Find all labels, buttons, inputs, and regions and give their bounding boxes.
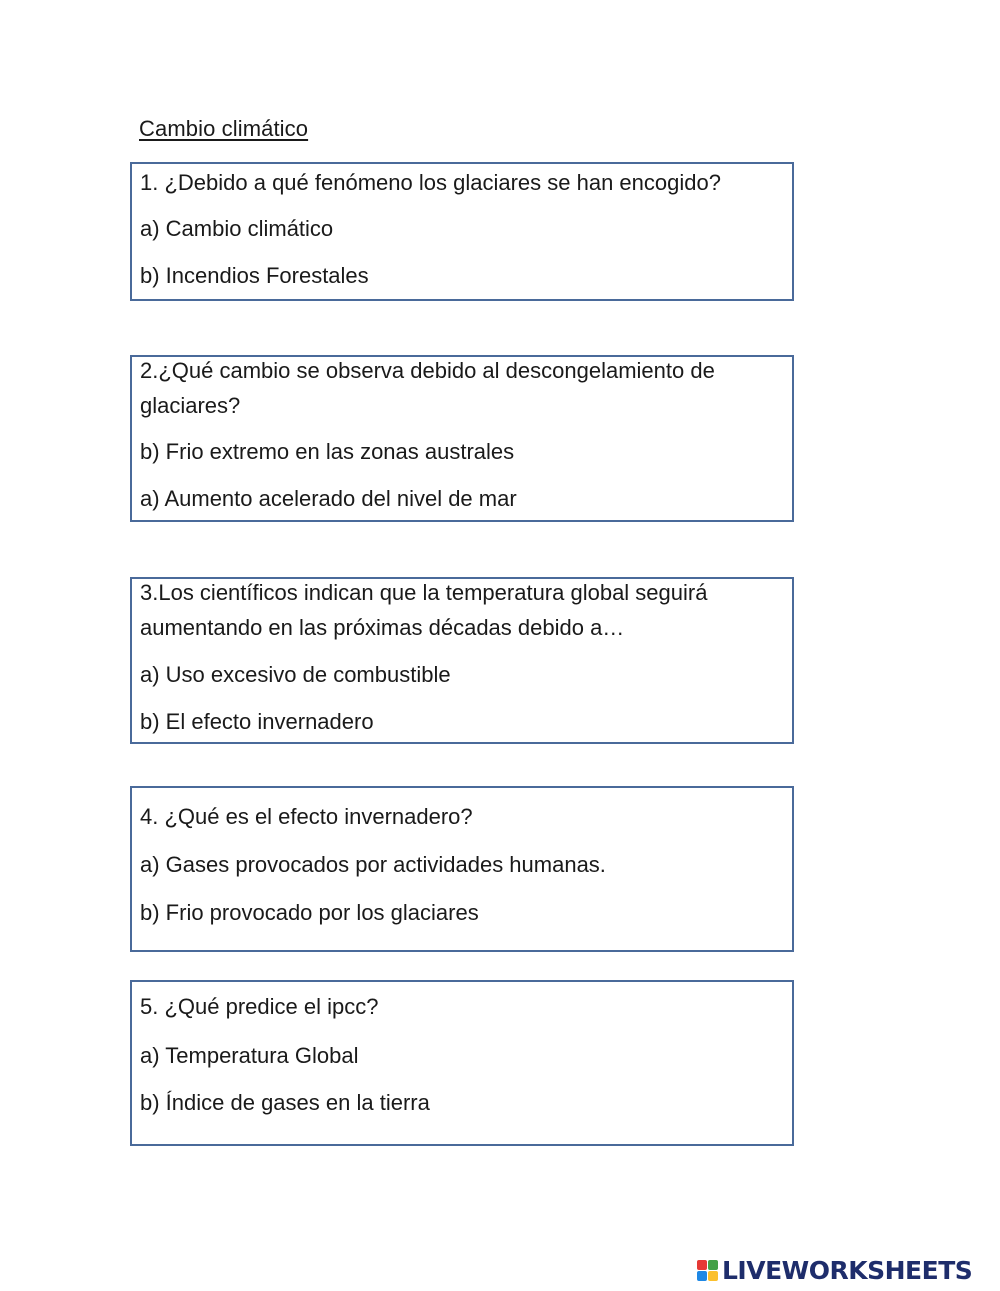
worksheet-title: Cambio climático — [139, 116, 309, 141]
answer-option-a[interactable]: a) Uso excesivo de combustible — [140, 662, 451, 687]
answer-option-b[interactable]: b) Frio extremo en las zonas australes — [140, 439, 515, 464]
question-box-4 — [130, 786, 794, 952]
answer-option-a[interactable]: a) Gases provocados por actividades humanas. — [140, 852, 606, 877]
logo-square-v — [697, 1271, 707, 1281]
question-text: 5. ¿Qué predice el ipcc? — [140, 994, 379, 1019]
logo-square-l — [697, 1260, 707, 1270]
liveworksheets-logo-icon — [697, 1260, 718, 1281]
question-box-5 — [130, 980, 794, 1146]
question-text: 4. ¿Qué es el efecto invernadero? — [140, 804, 473, 829]
answer-option-a[interactable]: a) Aumento acelerado del nivel de mar — [140, 486, 517, 511]
answer-option-a[interactable]: a) Temperatura Global — [140, 1043, 359, 1068]
question-box-3 — [130, 577, 794, 744]
question-text: 2.¿Qué cambio se observa debido al descongelamiento de glaciares? — [140, 358, 715, 418]
answer-option-a[interactable]: a) Cambio climático — [140, 216, 334, 241]
answer-option-b[interactable]: b) Incendios Forestales — [140, 263, 369, 288]
logo-square-i — [708, 1260, 718, 1270]
question-box-1 — [130, 162, 794, 301]
answer-option-b[interactable]: b) Frio provocado por los glaciares — [140, 900, 479, 925]
question-box-2 — [130, 355, 794, 522]
logo-square-e — [708, 1271, 718, 1281]
brand-name: LIVEWORKSHEETS — [722, 1255, 973, 1285]
liveworksheets-brand — [697, 1252, 993, 1288]
answer-option-b[interactable]: b) El efecto invernadero — [140, 709, 374, 734]
question-text: 1. ¿Debido a qué fenómeno los glaciares se han encogido? — [140, 170, 721, 195]
question-text: 3.Los científicos indican que la temperatura global seguirá aumentando en las próximas décadas debido a… — [140, 580, 708, 640]
answer-option-b[interactable]: b) Índice de gases en la tierra — [140, 1090, 430, 1115]
